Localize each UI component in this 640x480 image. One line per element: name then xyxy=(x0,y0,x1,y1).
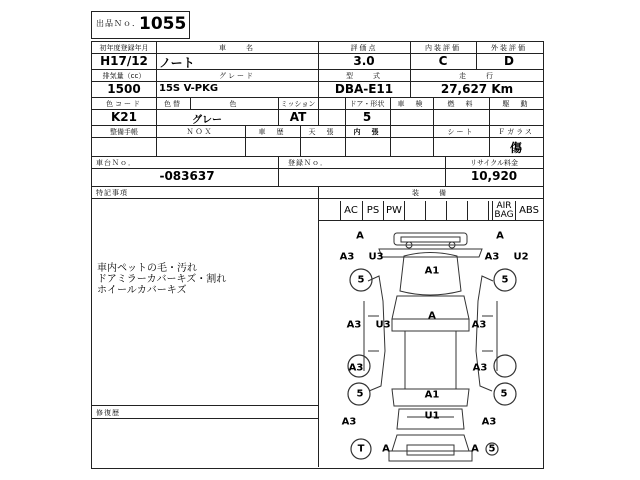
damage-mark: U1 xyxy=(424,410,440,422)
damage-mark: A3 xyxy=(348,362,364,374)
damage-mark: U3 xyxy=(368,251,384,263)
damage-mark: A xyxy=(356,230,364,242)
equip-cell-airbag: AIR BAG xyxy=(492,201,515,220)
mileage-value: 27,627 Km xyxy=(440,82,514,96)
color-label: 色 xyxy=(229,100,239,108)
grade-value: 15S V-PKG xyxy=(159,83,219,94)
lot-label: 出品Ｎｏ． xyxy=(96,19,141,28)
note-line: ドアミラーカバーキズ・割れ xyxy=(97,274,227,285)
model-label: 型 式 xyxy=(346,72,382,80)
damage-mark: A3 xyxy=(346,319,362,331)
rear-view xyxy=(389,435,472,461)
recycle-value: 10,920 xyxy=(470,169,518,183)
mileage-label: 走 行 xyxy=(459,72,495,80)
damage-mark: A3 xyxy=(481,416,497,428)
score-value: 3.0 xyxy=(353,54,375,68)
color-code-label: 色コード xyxy=(106,100,142,108)
equip-cell: PS xyxy=(362,201,383,220)
car-name-value: ノート xyxy=(159,56,195,70)
damage-mark: A xyxy=(471,443,479,455)
equip-cell xyxy=(404,201,425,220)
damage-mark: 5 xyxy=(501,274,509,286)
displacement-value: 1500 xyxy=(107,82,141,96)
lot-number: 1055 xyxy=(139,14,187,34)
damage-mark: 5 xyxy=(500,388,508,400)
interior-tear-label: 内 張 xyxy=(353,128,381,136)
fglass-value: 傷 xyxy=(509,141,523,155)
inspection-label: 車 検 xyxy=(397,100,425,108)
interior-value: C xyxy=(438,54,448,68)
doors-value: 5 xyxy=(362,110,372,124)
interior-label: 内装評価 xyxy=(425,44,461,52)
damage-mark: 5 xyxy=(357,274,365,286)
doors-label: ドア・形状 xyxy=(349,100,385,108)
color-change-label: 色替 xyxy=(164,100,182,108)
reg-date-label: 初年度登録年月 xyxy=(99,44,149,52)
maintenance-label: 整備手帳 xyxy=(110,128,138,136)
exterior-value: D xyxy=(504,54,514,68)
damage-mark: A3 xyxy=(339,251,355,263)
recycle-label: リサイクル料金 xyxy=(469,159,519,167)
chassis-value: -083637 xyxy=(159,169,215,183)
grade-label: グレード xyxy=(219,72,255,80)
fuel-label: 燃 料 xyxy=(447,100,475,108)
right-side-view xyxy=(476,276,497,391)
seat-label: シート xyxy=(447,128,475,136)
notes-label: 特記事項 xyxy=(96,189,128,197)
transmission-label: ミッション xyxy=(280,100,316,108)
equip-cell xyxy=(425,201,446,220)
damage-mark: A1 xyxy=(424,389,440,401)
equipment-label: 装 備 xyxy=(412,189,448,197)
damage-mark: T xyxy=(357,443,365,455)
wheels xyxy=(348,269,516,459)
damage-mark: A xyxy=(428,310,436,322)
nox-label: ＮＯＸ xyxy=(186,128,214,136)
score-label: 評価点 xyxy=(350,44,378,52)
model-value: DBA-E11 xyxy=(334,82,394,96)
damage-mark: 5 xyxy=(356,388,364,400)
damage-mark: A3 xyxy=(341,416,357,428)
history-label: 車 歴 xyxy=(258,128,286,136)
damage-mark: A xyxy=(382,443,390,455)
damage-mark: A xyxy=(496,230,504,242)
reg-date-value: H17/12 xyxy=(100,54,148,68)
registration-label: 登録Ｎｏ． xyxy=(288,159,328,167)
damage-mark: U3 xyxy=(375,319,391,331)
roof-label: 天 張 xyxy=(308,128,336,136)
transmission-value: AT xyxy=(289,110,307,124)
equip-cell: PW xyxy=(383,201,404,220)
fglass-label: Ｆガラス xyxy=(498,128,534,136)
damage-mark: U2 xyxy=(513,251,529,263)
damage-mark: A3 xyxy=(472,362,488,374)
exterior-label: 外装評価 xyxy=(491,44,527,52)
damage-mark: 5 xyxy=(488,443,496,455)
displacement-label: 排気量（cc） xyxy=(102,72,146,80)
car-name-label: 車 名 xyxy=(219,44,255,52)
damage-mark: A3 xyxy=(484,251,500,263)
front-view xyxy=(379,233,482,257)
color-code-value: K21 xyxy=(111,110,137,124)
repair-label: 修復歴 xyxy=(96,409,120,417)
equip-cell: ABS xyxy=(515,201,542,220)
note-line: ホイールカバーキズ xyxy=(97,285,187,296)
color-value: グレー xyxy=(192,115,222,126)
damage-mark: A3 xyxy=(471,319,487,331)
equip-cell: AC xyxy=(340,201,361,220)
chassis-label: 車台Ｎｏ． xyxy=(96,159,136,167)
equip-cell xyxy=(446,201,467,220)
note-line: 車内ペットの毛・汚れ xyxy=(97,263,197,274)
top-view xyxy=(392,253,469,430)
drive-label: 駆 動 xyxy=(502,100,530,108)
equip-cell xyxy=(467,201,488,220)
damage-mark: A1 xyxy=(424,265,440,277)
